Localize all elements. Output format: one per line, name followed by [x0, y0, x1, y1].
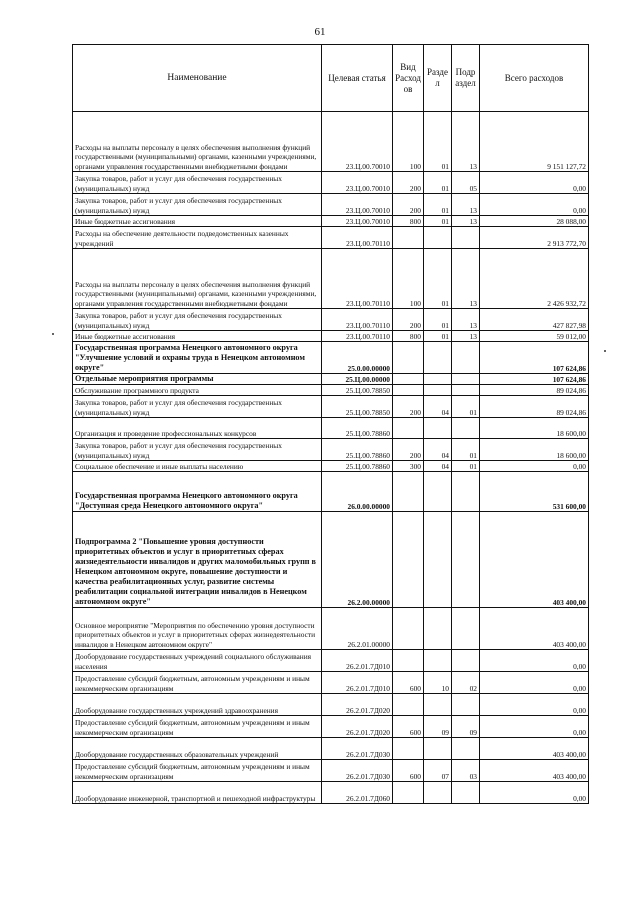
row-article: 26.2.01.7Д060: [322, 782, 393, 804]
row-subsection: [452, 472, 480, 512]
row-expense-type: 600: [393, 672, 424, 694]
row-subsection: [452, 418, 480, 439]
table-row: [73, 194, 589, 216]
table-row: [73, 396, 589, 418]
row-article: 25.Ц.00.78850: [322, 396, 393, 418]
page-number: 61: [314, 26, 326, 38]
row-article: 23.Ц.00.70110: [322, 331, 393, 342]
row-expense-type: 200: [393, 396, 424, 418]
row-total: 18 600,00: [480, 439, 589, 461]
row-expense-type: 200: [393, 439, 424, 461]
row-section: 09: [424, 716, 452, 738]
row-expense-type: 600: [393, 716, 424, 738]
row-article: 25.Ц.00.78860: [322, 418, 393, 439]
row-subsection: 13: [452, 194, 480, 216]
table-row: [73, 472, 589, 512]
row-section: 01: [424, 216, 452, 227]
row-expense-type: 100: [393, 249, 424, 309]
row-total: 107 624,86: [480, 374, 589, 385]
table-row: [73, 385, 589, 396]
row-article: 26.2.01.7Д030: [322, 738, 393, 760]
row-article: 23.Ц.00.70010: [322, 216, 393, 227]
row-article: 26.2.01.7Д010: [322, 672, 393, 694]
row-section: [424, 472, 452, 512]
row-total: 2 426 932,72: [480, 249, 589, 309]
row-article: 25.Ц.00.78850: [322, 385, 393, 396]
row-expense-type: [393, 694, 424, 716]
row-expense-type: 200: [393, 172, 424, 194]
row-name: Закупка товаров, работ и услуг для обеспечения государственных (муниципальных) нужд: [73, 309, 322, 331]
row-subsection: 13: [452, 309, 480, 331]
row-section: [424, 738, 452, 760]
row-name: Закупка товаров, работ и услуг для обеспечения государственных (муниципальных) нужд: [73, 396, 322, 418]
header-name: Наименование: [73, 45, 322, 112]
row-article: 25.0.00.00000: [322, 342, 393, 374]
row-article: 26.2.01.7Д030: [322, 760, 393, 782]
header-total: Всего расходов: [480, 45, 589, 112]
row-subsection: 01: [452, 396, 480, 418]
row-name: Организация и проведение профессиональных конкурсов: [73, 418, 322, 439]
row-name: Социальное обеспечение и иные выплаты населению: [73, 461, 322, 472]
row-subsection: [452, 650, 480, 672]
row-article: 23.Ц.00.70110: [322, 309, 393, 331]
row-subsection: [452, 374, 480, 385]
row-expense-type: 600: [393, 760, 424, 782]
row-name: Иные бюджетные ассигнования: [73, 216, 322, 227]
header-expense-type: Вид Расход ов: [393, 45, 424, 112]
row-expense-type: 200: [393, 194, 424, 216]
row-name: Дооборудование инженерной, транспортной и пешеходной инфраструктуры: [73, 782, 322, 804]
row-name: Расходы на выплаты персоналу в целях обеспечения выполнения функций государственными (муниципальными) органами, казенными учреждениями, органами управления государственными внебюджетными фондами: [73, 112, 322, 172]
row-name: Подпрограмма 2 "Повышение уровня доступности приоритетных объектов и услуг в приоритетных сферах жизнедеятельности инвалидов и других маломобильных групп в Ненецком автономном округе, повышение доступности и качества реабилитационных услуг, развитие системы реабилитации социальной интеграции инвалидов в Ненецком автономном округе": [73, 512, 322, 608]
row-subsection: [452, 738, 480, 760]
row-total: 403 400,00: [480, 608, 589, 650]
row-article: 26.2.01.7Д010: [322, 650, 393, 672]
row-section: 01: [424, 194, 452, 216]
row-total: 0,00: [480, 782, 589, 804]
row-subsection: 13: [452, 112, 480, 172]
row-expense-type: [393, 512, 424, 608]
row-name: Дооборудование государственных учреждений здравоохранения: [73, 694, 322, 716]
row-expense-type: [393, 608, 424, 650]
row-section: [424, 608, 452, 650]
table-row: [73, 342, 589, 374]
row-expense-type: 800: [393, 331, 424, 342]
table-row: [73, 738, 589, 760]
row-expense-type: [393, 472, 424, 512]
row-subsection: 03: [452, 760, 480, 782]
row-subsection: [452, 227, 480, 249]
row-total: 531 600,00: [480, 472, 589, 512]
row-section: [424, 374, 452, 385]
table-row: [73, 331, 589, 342]
table-row: [73, 172, 589, 194]
table-row: [73, 216, 589, 227]
row-section: [424, 227, 452, 249]
row-expense-type: [393, 227, 424, 249]
row-article: 25.Ц.00.78860: [322, 461, 393, 472]
table-row: [73, 650, 589, 672]
row-article: 26.2.00.00000: [322, 512, 393, 608]
table-row: [73, 439, 589, 461]
row-article: 26.2.01.7Д020: [322, 716, 393, 738]
row-subsection: 05: [452, 172, 480, 194]
row-total: 89 024,86: [480, 396, 589, 418]
row-name: Иные бюджетные ассигнования: [73, 331, 322, 342]
row-name: Дооборудование государственных образовательных учреждений: [73, 738, 322, 760]
row-total: 403 400,00: [480, 738, 589, 760]
row-total: 89 024,86: [480, 385, 589, 396]
row-name: Предоставление субсидий бюджетным, автономным учреждениям и иным некоммерческим организациям: [73, 716, 322, 738]
budget-table: [72, 44, 589, 804]
row-article: 26.2.01.7Д020: [322, 694, 393, 716]
row-subsection: 01: [452, 439, 480, 461]
table-row: [73, 672, 589, 694]
row-expense-type: 200: [393, 309, 424, 331]
row-total: 0,00: [480, 461, 589, 472]
row-total: 403 400,00: [480, 512, 589, 608]
row-article: 23.Ц.00.70010: [322, 194, 393, 216]
table-row: [73, 374, 589, 385]
header-subsection: Подр аздел: [452, 45, 480, 112]
row-expense-type: 300: [393, 461, 424, 472]
row-expense-type: 800: [393, 216, 424, 227]
header-article: Целевая статья: [322, 45, 393, 112]
row-name: Отдельные мероприятия программы: [73, 374, 322, 385]
row-subsection: 13: [452, 249, 480, 309]
row-section: 01: [424, 309, 452, 331]
row-expense-type: [393, 650, 424, 672]
row-subsection: [452, 512, 480, 608]
table-row: [73, 418, 589, 439]
row-total: 28 088,00: [480, 216, 589, 227]
row-section: 01: [424, 331, 452, 342]
header-section: Разде л: [424, 45, 452, 112]
table-row: [73, 694, 589, 716]
table-row: [73, 760, 589, 782]
row-name: Предоставление субсидий бюджетным, автономным учреждениям и иным некоммерческим организациям: [73, 760, 322, 782]
row-section: [424, 650, 452, 672]
row-section: [424, 342, 452, 374]
table-row: [73, 608, 589, 650]
row-article: 23.Ц.00.70010: [322, 112, 393, 172]
row-section: 04: [424, 439, 452, 461]
table-row: [73, 227, 589, 249]
row-article: 23.Ц.00.70110: [322, 249, 393, 309]
row-subsection: [452, 608, 480, 650]
row-expense-type: [393, 385, 424, 396]
row-name: Закупка товаров, работ и услуг для обеспечения государственных (муниципальных) нужд: [73, 194, 322, 216]
row-subsection: 09: [452, 716, 480, 738]
row-article: 26.2.01.00000: [322, 608, 393, 650]
row-subsection: [452, 385, 480, 396]
row-subsection: 13: [452, 216, 480, 227]
row-section: [424, 782, 452, 804]
row-total: 0,00: [480, 672, 589, 694]
row-expense-type: [393, 342, 424, 374]
row-section: 07: [424, 760, 452, 782]
row-name: Расходы на выплаты персоналу в целях обеспечения выполнения функций государственными (муниципальными) органами, казенными учреждениями, органами управления государственными внебюджетными фондами: [73, 249, 322, 309]
row-total: 0,00: [480, 650, 589, 672]
row-article: 23.Ц.00.70110: [322, 227, 393, 249]
row-section: [424, 512, 452, 608]
row-name: Обслуживание программного продукта: [73, 385, 322, 396]
row-name: Основное мероприятие "Мероприятия по обеспечению уровня доступности приоритетных объектов и услуг в приоритетных сферах жизнедеятельности инвалидов в Ненецком автономном округе": [73, 608, 322, 650]
row-total: 107 624,86: [480, 342, 589, 374]
row-article: 23.Ц.00.70010: [322, 172, 393, 194]
row-name: Дооборудование государственных учреждений социального обслуживания населения: [73, 650, 322, 672]
table-body: [73, 112, 589, 804]
row-subsection: 01: [452, 461, 480, 472]
row-total: 0,00: [480, 194, 589, 216]
row-total: 0,00: [480, 172, 589, 194]
row-section: [424, 385, 452, 396]
budget-table-container: [72, 44, 588, 804]
row-subsection: 02: [452, 672, 480, 694]
row-section: [424, 694, 452, 716]
table-row: [73, 112, 589, 172]
table-row: [73, 512, 589, 608]
row-section: 01: [424, 172, 452, 194]
row-section: 04: [424, 461, 452, 472]
table-row: [73, 716, 589, 738]
row-article: 25.Ц.00.00000: [322, 374, 393, 385]
row-subsection: [452, 694, 480, 716]
row-name: Закупка товаров, работ и услуг для обеспечения государственных (муниципальных) нужд: [73, 439, 322, 461]
row-expense-type: 100: [393, 112, 424, 172]
row-section: 01: [424, 249, 452, 309]
row-total: 0,00: [480, 716, 589, 738]
row-article: 25.Ц.00.78860: [322, 439, 393, 461]
row-section: [424, 418, 452, 439]
scan-speck: [604, 350, 606, 352]
scan-speck: [52, 333, 54, 335]
row-section: 01: [424, 112, 452, 172]
row-expense-type: [393, 418, 424, 439]
table-header-row: [73, 45, 589, 112]
row-name: Расходы на обеспечение деятельности подведомственных казенных учреждений: [73, 227, 322, 249]
row-subsection: [452, 342, 480, 374]
row-name: Предоставление субсидий бюджетным, автономным учреждениям и иным некоммерческим организациям: [73, 672, 322, 694]
row-section: 04: [424, 396, 452, 418]
row-subsection: 13: [452, 331, 480, 342]
table-row: [73, 782, 589, 804]
row-subsection: [452, 782, 480, 804]
row-name: Государственная программа Ненецкого автономного округа "Улучшение условий и охраны труда в Ненецком автономном округе": [73, 342, 322, 374]
table-row: [73, 461, 589, 472]
row-article: 26.0.00.00000: [322, 472, 393, 512]
row-total: 403 400,00: [480, 760, 589, 782]
row-total: 2 913 772,70: [480, 227, 589, 249]
row-total: 18 600,00: [480, 418, 589, 439]
table-row: [73, 309, 589, 331]
row-name: Государственная программа Ненецкого автономного округа "Доступная среда Ненецкого автономного округа": [73, 472, 322, 512]
row-total: 59 012,00: [480, 331, 589, 342]
row-expense-type: [393, 738, 424, 760]
table-row: [73, 249, 589, 309]
row-total: 0,00: [480, 694, 589, 716]
row-section: 10: [424, 672, 452, 694]
row-total: 427 827,98: [480, 309, 589, 331]
row-expense-type: [393, 374, 424, 385]
row-name: Закупка товаров, работ и услуг для обеспечения государственных (муниципальных) нужд: [73, 172, 322, 194]
row-expense-type: [393, 782, 424, 804]
row-total: 9 151 127,72: [480, 112, 589, 172]
